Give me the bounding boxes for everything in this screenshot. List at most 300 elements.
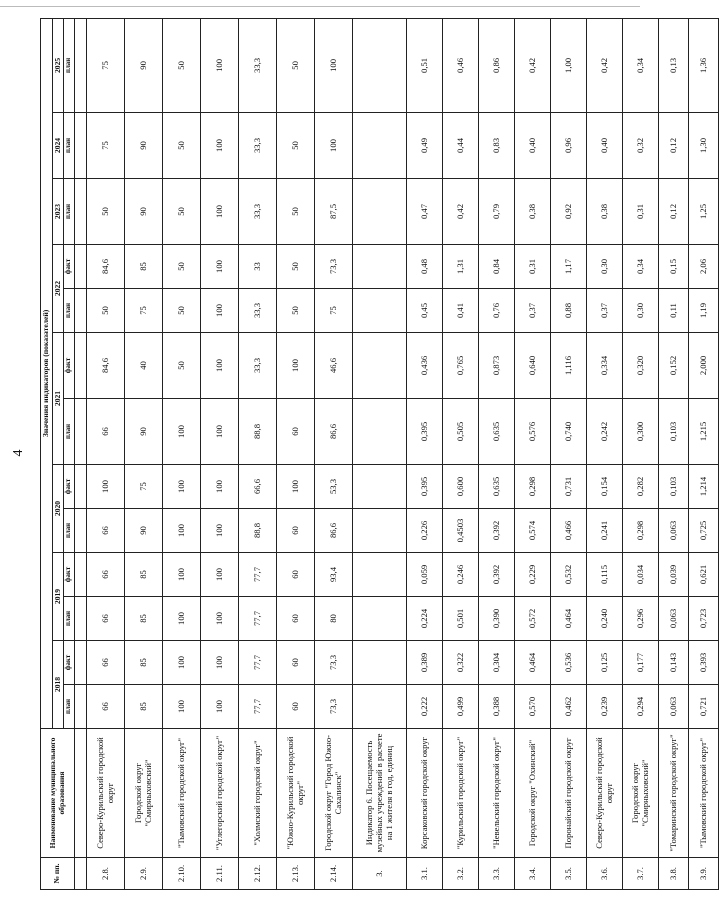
table-row — [407, 18, 443, 889]
value-cell: 0,282 — [623, 465, 659, 509]
value-cell: 0,40 — [515, 113, 551, 179]
value-cell: 0,83 — [479, 113, 515, 179]
table-row — [587, 18, 623, 889]
value-cell: 50 — [277, 179, 315, 245]
value-cell: 0,600 — [443, 465, 479, 509]
value-cell: 0,725 — [689, 509, 719, 553]
value-cell: 66 — [87, 553, 125, 597]
value-cell: 86,6 — [315, 399, 353, 465]
value-cell: 1,19 — [689, 289, 719, 333]
value-cell: 50 — [163, 113, 201, 179]
value-cell: 77,7 — [239, 641, 277, 685]
value-cell: 75 — [87, 18, 125, 112]
value-cell: 0,45 — [407, 289, 443, 333]
value-cell — [353, 509, 407, 553]
value-cell: 50 — [163, 333, 201, 399]
value-cell: 0,532 — [551, 553, 587, 597]
value-cell: 0,12 — [659, 113, 689, 179]
value-cell: 0,436 — [407, 333, 443, 399]
value-cell: 84,6 — [87, 333, 125, 399]
municipality-name: Индикатор 6. Посещаемость музейных учреждений в расчете на 1 жителя в год, единиц — [353, 729, 407, 858]
value-cell — [353, 245, 407, 289]
value-cell: 100 — [201, 245, 239, 289]
value-cell: 0,300 — [623, 399, 659, 465]
value-cell: 0,640 — [515, 333, 551, 399]
year-header: 2019 — [52, 553, 64, 641]
value-cell: 0,464 — [551, 597, 587, 641]
value-cell: 0,92 — [551, 179, 587, 245]
value-cell: 0,37 — [587, 289, 623, 333]
table-row — [277, 18, 315, 889]
value-cell: 100 — [201, 113, 239, 179]
value-cell: 0,48 — [407, 245, 443, 289]
value-cell: 77,7 — [239, 597, 277, 641]
value-cell — [353, 333, 407, 399]
value-cell: 100 — [163, 685, 201, 729]
value-cell: 0,79 — [479, 179, 515, 245]
value-cell: 0,222 — [407, 685, 443, 729]
value-cell: 0,15 — [659, 245, 689, 289]
value-cell: 100 — [201, 509, 239, 553]
value-cell: 100 — [201, 289, 239, 333]
value-cell: 50 — [87, 179, 125, 245]
value-cell: 0,621 — [689, 553, 719, 597]
value-cell: 88,8 — [239, 399, 277, 465]
municipality-name: "Тымовский городской округ" — [689, 729, 719, 858]
value-cell: 0,246 — [443, 553, 479, 597]
value-cell: 0,505 — [443, 399, 479, 465]
scan-edge-line — [0, 6, 640, 7]
value-cell: 66 — [87, 509, 125, 553]
value-cell: 0,30 — [587, 245, 623, 289]
table-row — [163, 18, 201, 889]
year-header: 2023 — [52, 179, 64, 245]
fact-header: факт — [64, 553, 75, 597]
row-number: 3.7. — [623, 858, 659, 890]
value-cell: 100 — [277, 333, 315, 399]
value-cell: 0,115 — [587, 553, 623, 597]
column-header-number: № пп. — [41, 858, 75, 890]
value-cell: 50 — [87, 289, 125, 333]
value-cell: 0,47 — [407, 179, 443, 245]
year-header: 2022 — [52, 245, 64, 333]
municipality-name: "Невельский городской округ" — [479, 729, 515, 858]
row-number: 3. — [353, 858, 407, 890]
value-cell: 0,464 — [515, 641, 551, 685]
value-cell: 60 — [277, 553, 315, 597]
year-header: 2020 — [52, 465, 64, 553]
table-row — [87, 18, 125, 889]
municipality-name: Городской округ "Смирныховский" — [125, 729, 163, 858]
value-cell: 93,4 — [315, 553, 353, 597]
row-number: 3.5. — [551, 858, 587, 890]
page-number: 4 — [11, 449, 26, 457]
value-cell: 66 — [87, 597, 125, 641]
plan-header: план — [64, 685, 75, 729]
plan-header: план — [64, 509, 75, 553]
value-cell: 0,501 — [443, 597, 479, 641]
value-cell: 100 — [163, 641, 201, 685]
row-number: 3.6. — [587, 858, 623, 890]
value-cell: 75 — [125, 465, 163, 509]
value-cell: 90 — [125, 399, 163, 465]
municipality-name: Городской округ "Город Южно-Сахалинск" — [315, 729, 353, 858]
value-cell: 0,229 — [515, 553, 551, 597]
value-cell: 0,635 — [479, 465, 515, 509]
municipality-name: Городской округ "Охинский" — [515, 729, 551, 858]
value-cell: 0,063 — [659, 685, 689, 729]
value-cell: 50 — [163, 289, 201, 333]
value-cell: 0,96 — [551, 113, 587, 179]
value-cell: 0,393 — [689, 641, 719, 685]
year-header: 2025 — [52, 18, 64, 112]
value-cell: 0,42 — [587, 18, 623, 112]
value-cell: 46,6 — [315, 333, 353, 399]
value-cell: 0,574 — [515, 509, 551, 553]
value-cell: 0,304 — [479, 641, 515, 685]
municipality-name: "Курильский городской округ" — [443, 729, 479, 858]
row-number: 3.2. — [443, 858, 479, 890]
value-cell: 100 — [277, 465, 315, 509]
row-number: 2.9. — [125, 858, 163, 890]
value-cell: 0,059 — [407, 553, 443, 597]
value-cell: 0,42 — [515, 18, 551, 112]
value-cell: 0,389 — [407, 641, 443, 685]
value-cell: 0,44 — [443, 113, 479, 179]
value-cell: 33,3 — [239, 18, 277, 112]
table-row — [515, 18, 551, 889]
value-cell: 0,31 — [623, 179, 659, 245]
value-cell: 100 — [163, 509, 201, 553]
value-cell: 90 — [125, 179, 163, 245]
value-cell: 0,334 — [587, 333, 623, 399]
value-cell: 0,296 — [623, 597, 659, 641]
table-row — [125, 18, 163, 889]
value-cell: 2,000 — [689, 333, 719, 399]
value-cell: 0,462 — [551, 685, 587, 729]
value-cell: 0,536 — [551, 641, 587, 685]
value-cell: 0,86 — [479, 18, 515, 112]
value-cell: 90 — [125, 113, 163, 179]
municipality-name: "Холмский городской округ" — [239, 729, 277, 858]
value-cell: 77,7 — [239, 685, 277, 729]
value-cell: 0,125 — [587, 641, 623, 685]
municipality-name: "Тымовский городской округ" — [163, 729, 201, 858]
value-cell: 0,13 — [659, 18, 689, 112]
value-cell: 50 — [163, 245, 201, 289]
table-row — [443, 18, 479, 889]
value-cell: 0,388 — [479, 685, 515, 729]
municipality-name: Северо-Курильский городской округ — [87, 729, 125, 858]
indicator-table — [40, 18, 719, 890]
value-cell: 0,298 — [515, 465, 551, 509]
value-cell: 66 — [87, 685, 125, 729]
value-cell: 0,152 — [659, 333, 689, 399]
plan-header: план — [64, 113, 75, 179]
year-header: 2021 — [52, 333, 64, 465]
value-cell: 0,395 — [407, 465, 443, 509]
year-header: 2024 — [52, 113, 64, 179]
table-row — [551, 18, 587, 889]
row-number: 3.3. — [479, 858, 515, 890]
plan-header: план — [64, 597, 75, 641]
value-cell: 0,38 — [515, 179, 551, 245]
value-cell: 0,34 — [623, 245, 659, 289]
value-cell: 1,36 — [689, 18, 719, 112]
fact-header: факт — [64, 245, 75, 289]
value-cell: 100 — [315, 18, 353, 112]
value-cell: 0,154 — [587, 465, 623, 509]
municipality-name: Корсаковский городской округ — [407, 729, 443, 858]
value-cell: 50 — [277, 289, 315, 333]
value-cell: 0,466 — [551, 509, 587, 553]
value-cell: 100 — [201, 179, 239, 245]
row-number: 2.14. — [315, 858, 353, 890]
value-cell: 88,8 — [239, 509, 277, 553]
value-cell: 0,240 — [587, 597, 623, 641]
value-cell: 0,390 — [479, 597, 515, 641]
value-cell: 0,721 — [689, 685, 719, 729]
value-cell: 0,4503 — [443, 509, 479, 553]
value-cell: 0,34 — [623, 18, 659, 112]
header-row-group — [41, 18, 53, 889]
row-number: 2.8. — [87, 858, 125, 890]
value-cell: 1,00 — [551, 18, 587, 112]
value-cell: 33,3 — [239, 333, 277, 399]
value-cell: 0,103 — [659, 399, 689, 465]
value-cell — [353, 113, 407, 179]
value-cell: 86,6 — [315, 509, 353, 553]
plan-header: план — [64, 18, 75, 112]
column-header-name: Наименование муниципального образования — [41, 729, 75, 858]
row-number: 2.13. — [277, 858, 315, 890]
municipality-name: Поронайский городской округ — [551, 729, 587, 858]
value-cell: 0,38 — [587, 179, 623, 245]
value-cell: 100 — [201, 553, 239, 597]
value-cell: 53,3 — [315, 465, 353, 509]
value-cell: 73,3 — [315, 245, 353, 289]
value-cell: 60 — [277, 641, 315, 685]
value-cell: 0,239 — [587, 685, 623, 729]
table-row — [659, 18, 689, 889]
value-cell: 2,06 — [689, 245, 719, 289]
value-cell: 100 — [163, 465, 201, 509]
row-number: 2.12. — [239, 858, 277, 890]
value-cell: 0,570 — [515, 685, 551, 729]
municipality-name: "Углегорский городской округ" — [201, 729, 239, 858]
value-cell: 100 — [163, 399, 201, 465]
municipality-name: "Томаринский городской округ" — [659, 729, 689, 858]
value-cell: 85 — [125, 641, 163, 685]
value-cell: 0,177 — [623, 641, 659, 685]
value-cell: 75 — [125, 289, 163, 333]
value-cell: 0,392 — [479, 509, 515, 553]
value-cell: 100 — [163, 553, 201, 597]
table-row — [353, 18, 407, 889]
value-cell: 0,635 — [479, 399, 515, 465]
value-cell: 100 — [201, 465, 239, 509]
value-cell: 0,88 — [551, 289, 587, 333]
value-cell — [353, 641, 407, 685]
table-row — [315, 18, 353, 889]
table-row — [479, 18, 515, 889]
value-cell: 0,740 — [551, 399, 587, 465]
row-number: 2.11. — [201, 858, 239, 890]
value-cell: 0,51 — [407, 18, 443, 112]
column-header-indicator-values: Значения индикаторов (показателей) — [41, 18, 53, 728]
value-cell: 0,873 — [479, 333, 515, 399]
value-cell — [353, 553, 407, 597]
value-cell — [353, 597, 407, 641]
value-cell: 100 — [201, 641, 239, 685]
value-cell: 0,143 — [659, 641, 689, 685]
value-cell: 0,30 — [623, 289, 659, 333]
value-cell: 66,6 — [239, 465, 277, 509]
row-number: 3.8. — [659, 858, 689, 890]
value-cell: 0,576 — [515, 399, 551, 465]
value-cell: 0,226 — [407, 509, 443, 553]
value-cell: 50 — [277, 245, 315, 289]
row-number: 2.10. — [163, 858, 201, 890]
value-cell: 0,12 — [659, 179, 689, 245]
value-cell: 77,7 — [239, 553, 277, 597]
value-cell: 0,242 — [587, 399, 623, 465]
value-cell: 75 — [87, 113, 125, 179]
value-cell: 100 — [201, 399, 239, 465]
value-cell: 100 — [163, 597, 201, 641]
value-cell: 40 — [125, 333, 163, 399]
table-row — [201, 18, 239, 889]
value-cell: 0,392 — [479, 553, 515, 597]
value-cell: 87,5 — [315, 179, 353, 245]
value-cell: 0,039 — [659, 553, 689, 597]
fact-header: факт — [64, 333, 75, 399]
value-cell — [353, 289, 407, 333]
value-cell — [353, 465, 407, 509]
value-cell: 0,84 — [479, 245, 515, 289]
value-cell: 0,11 — [659, 289, 689, 333]
plan-header: план — [64, 179, 75, 245]
municipality-name: Городской округ "Смирныховский" — [623, 729, 659, 858]
table-row — [239, 18, 277, 889]
value-cell: 0,42 — [443, 179, 479, 245]
value-cell: 100 — [201, 333, 239, 399]
value-cell: 33 — [239, 245, 277, 289]
value-cell: 1,25 — [689, 179, 719, 245]
value-cell: 60 — [277, 597, 315, 641]
year-header: 2018 — [52, 641, 64, 729]
value-cell: 100 — [201, 18, 239, 112]
value-cell: 90 — [125, 18, 163, 112]
value-cell: 0,31 — [515, 245, 551, 289]
value-cell: 1,31 — [443, 245, 479, 289]
value-cell: 50 — [277, 113, 315, 179]
value-cell: 1,30 — [689, 113, 719, 179]
value-cell: 0,723 — [689, 597, 719, 641]
value-cell: 85 — [125, 553, 163, 597]
value-cell: 60 — [277, 685, 315, 729]
value-cell — [353, 685, 407, 729]
plan-header: план — [64, 399, 75, 465]
value-cell: 0,320 — [623, 333, 659, 399]
municipality-name: "Южно-Курильский городской округ" — [277, 729, 315, 858]
value-cell: 0,034 — [623, 553, 659, 597]
value-cell: 0,499 — [443, 685, 479, 729]
value-cell: 0,37 — [515, 289, 551, 333]
value-cell — [353, 399, 407, 465]
value-cell: 66 — [87, 399, 125, 465]
value-cell: 75 — [315, 289, 353, 333]
table-row — [623, 18, 659, 889]
value-cell: 50 — [163, 18, 201, 112]
value-cell: 33,3 — [239, 289, 277, 333]
value-cell: 0,49 — [407, 113, 443, 179]
value-cell: 80 — [315, 597, 353, 641]
value-cell: 1,214 — [689, 465, 719, 509]
table-row — [689, 18, 719, 889]
value-cell: 33,3 — [239, 113, 277, 179]
value-cell: 84,6 — [87, 245, 125, 289]
value-cell: 0,298 — [623, 509, 659, 553]
value-cell: 60 — [277, 399, 315, 465]
value-cell — [353, 18, 407, 112]
value-cell: 0,063 — [659, 597, 689, 641]
value-cell: 1,215 — [689, 399, 719, 465]
row-number: 3.9. — [689, 858, 719, 890]
value-cell: 0,241 — [587, 509, 623, 553]
value-cell: 1,17 — [551, 245, 587, 289]
value-cell: 33,3 — [239, 179, 277, 245]
value-cell: 0,76 — [479, 289, 515, 333]
value-cell: 50 — [277, 18, 315, 112]
value-cell: 100 — [201, 685, 239, 729]
spacer-row — [75, 18, 87, 889]
plan-header: план — [64, 289, 75, 333]
value-cell: 85 — [125, 685, 163, 729]
value-cell: 0,572 — [515, 597, 551, 641]
value-cell: 0,294 — [623, 685, 659, 729]
value-cell: 0,32 — [623, 113, 659, 179]
value-cell: 100 — [87, 465, 125, 509]
value-cell: 0,103 — [659, 465, 689, 509]
value-cell: 100 — [201, 597, 239, 641]
value-cell: 90 — [125, 509, 163, 553]
value-cell — [353, 179, 407, 245]
row-number: 3.4. — [515, 858, 551, 890]
value-cell: 0,40 — [587, 113, 623, 179]
value-cell: 0,765 — [443, 333, 479, 399]
value-cell: 0,322 — [443, 641, 479, 685]
value-cell: 0,731 — [551, 465, 587, 509]
fact-header: факт — [64, 465, 75, 509]
value-cell: 0,063 — [659, 509, 689, 553]
value-cell: 0,395 — [407, 399, 443, 465]
value-cell: 0,46 — [443, 18, 479, 112]
value-cell: 0,224 — [407, 597, 443, 641]
value-cell: 73,3 — [315, 641, 353, 685]
value-cell: 0,41 — [443, 289, 479, 333]
value-cell: 50 — [163, 179, 201, 245]
value-cell: 1,116 — [551, 333, 587, 399]
value-cell: 100 — [315, 113, 353, 179]
municipality-name: Северо-Курильский городской округ — [587, 729, 623, 858]
value-cell: 85 — [125, 245, 163, 289]
value-cell: 66 — [87, 641, 125, 685]
fact-header: факт — [64, 641, 75, 685]
row-number: 3.1. — [407, 858, 443, 890]
value-cell: 85 — [125, 597, 163, 641]
value-cell: 60 — [277, 509, 315, 553]
